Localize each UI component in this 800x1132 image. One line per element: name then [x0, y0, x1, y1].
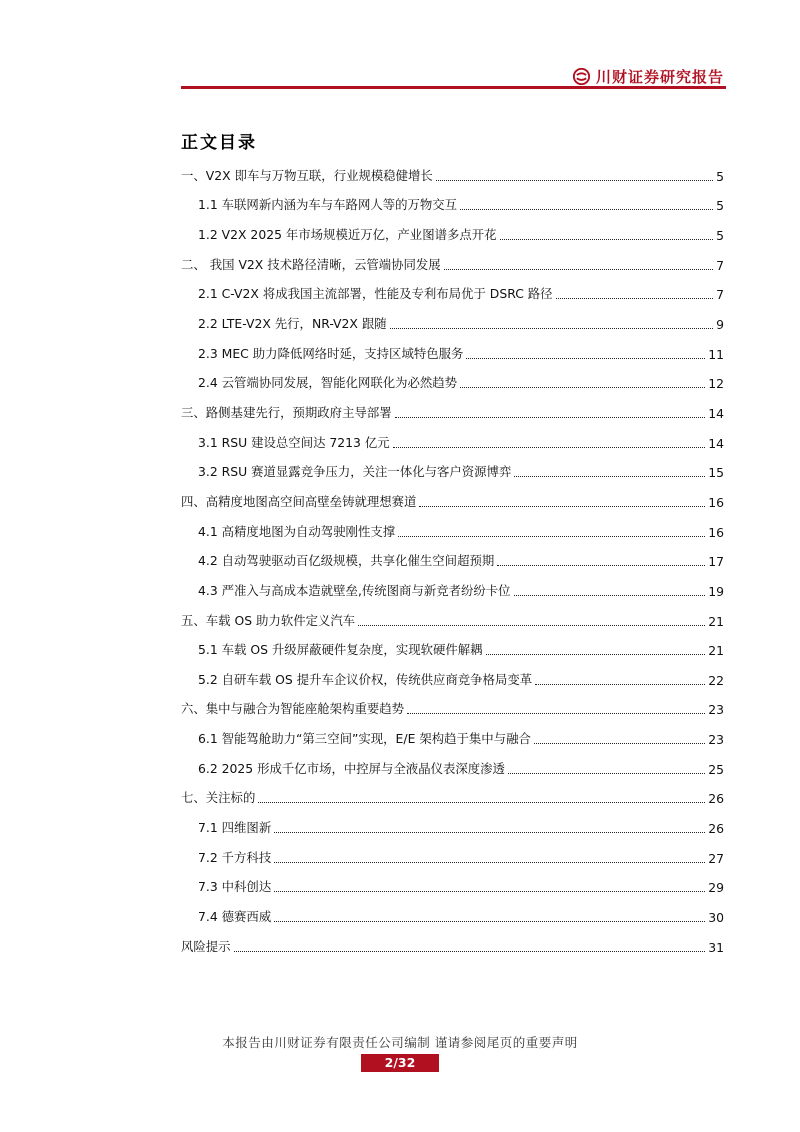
toc-entry-page: 25	[708, 761, 724, 777]
toc-entry-title: 1.1 车联网新内涵为车与车路网人等的万物交互	[198, 197, 458, 213]
toc-dot-leader	[390, 328, 713, 329]
toc-entry-page: 16	[708, 524, 724, 540]
toc-entry[interactable]	[181, 368, 724, 398]
toc-entry-title: 风险提示	[181, 938, 231, 954]
toc-entry-title: 四、高精度地图高空间高壁垒铸就理想赛道	[181, 493, 417, 509]
toc-entry-page: 14	[708, 405, 724, 421]
toc-dot-leader	[460, 387, 705, 388]
toc-dot-leader	[274, 921, 705, 922]
toc-entry-page: 9	[716, 316, 724, 332]
toc-entry-title: 一、V2X 即车与万物互联，行业规模稳健增长	[181, 167, 433, 183]
toc-dot-leader	[393, 447, 706, 448]
toc-entry[interactable]	[181, 249, 724, 279]
toc-dot-leader	[460, 209, 713, 210]
header-divider	[181, 86, 726, 89]
toc-entry-page: 26	[708, 791, 724, 807]
toc-entry-page: 31	[708, 939, 724, 955]
toc-entry[interactable]	[181, 279, 724, 309]
toc-dot-leader	[508, 773, 705, 774]
toc-entry-page: 11	[708, 346, 724, 362]
toc-entry-page: 30	[708, 910, 724, 926]
toc-entry[interactable]	[181, 219, 724, 249]
toc-dot-leader	[395, 417, 706, 418]
toc-entry[interactable]	[181, 338, 724, 368]
toc-entry-title: 三、路侧基建先行，预期政府主导部署	[181, 404, 392, 420]
toc-dot-leader	[274, 891, 705, 892]
toc-entry[interactable]	[181, 753, 724, 783]
toc-dot-leader	[500, 239, 713, 240]
toc-dot-leader	[234, 951, 706, 952]
toc-entry-page: 21	[708, 613, 724, 629]
toc-dot-leader	[398, 536, 705, 537]
toc-entry[interactable]	[181, 842, 724, 872]
toc-dot-leader	[258, 802, 705, 803]
toc-entry-title: 7.4 德赛西威	[198, 909, 272, 925]
toc-entry-page: 5	[716, 227, 724, 243]
toc-entry-page: 27	[708, 850, 724, 866]
toc-entry-title: 五、车载 OS 助力软件定义汽车	[181, 612, 356, 628]
toc-entry-title: 2.1 C-V2X 将成我国主流部署，性能及专利布局优于 DSRC 路径	[198, 286, 553, 302]
toc-entry-title: 5.2 自研车载 OS 提升车企议价权，传统供应商竞争格局变革	[198, 671, 533, 687]
toc-entry-title: 4.3 严准入与高成本造就壁垒,传统图商与新竞者纷纷卡位	[198, 582, 511, 598]
toc-dot-leader	[274, 832, 705, 833]
chuancai-logo-icon	[573, 68, 590, 85]
table-of-contents	[181, 160, 724, 961]
toc-dot-leader	[497, 565, 705, 566]
toc-dot-leader	[358, 625, 705, 626]
toc-entry-page: 7	[716, 257, 724, 273]
toc-dot-leader	[514, 476, 705, 477]
toc-entry-page: 21	[708, 643, 724, 659]
toc-entry-title: 1.2 V2X 2025 年市场规模近万亿，产业图谱多点开花	[198, 226, 497, 242]
toc-entry[interactable]	[181, 901, 724, 931]
toc-dot-leader	[514, 595, 706, 596]
toc-entry-title: 2.3 MEC 助力降低网络时延，支持区域特色服务	[198, 345, 464, 361]
toc-dot-leader	[534, 743, 705, 744]
toc-entry-page: 15	[708, 465, 724, 481]
toc-entry[interactable]	[181, 635, 724, 665]
toc-entry[interactable]	[181, 872, 724, 902]
toc-entry-page: 7	[716, 287, 724, 303]
toc-entry-page: 5	[716, 198, 724, 214]
toc-dot-leader	[535, 684, 705, 685]
toc-entry-page: 26	[708, 821, 724, 837]
toc-entry[interactable]	[181, 486, 724, 516]
toc-entry-title: 2.2 LTE-V2X 先行，NR-V2X 跟随	[198, 315, 387, 331]
toc-entry-title: 7.2 千方科技	[198, 849, 272, 865]
toc-entry-title: 4.2 自动驾驶驱动百亿级规模，共享化催生空间超预期	[198, 553, 495, 569]
toc-dot-leader	[419, 506, 705, 507]
toc-entry[interactable]	[181, 457, 724, 487]
toc-entry[interactable]	[181, 160, 724, 190]
toc-entry-page: 5	[716, 168, 724, 184]
toc-entry-title: 七、关注标的	[181, 790, 256, 806]
toc-title: 正文目录	[181, 133, 257, 153]
toc-entry-title: 6.2 2025 形成千亿市场，中控屏与全液晶仪表深度渗透	[198, 760, 505, 776]
toc-entry-page: 29	[708, 880, 724, 896]
toc-entry-page: 14	[708, 435, 724, 451]
toc-entry-page: 17	[708, 554, 724, 570]
toc-entry-title: 7.1 四维图新	[198, 820, 272, 836]
toc-dot-leader	[556, 298, 713, 299]
toc-entry[interactable]	[181, 308, 724, 338]
toc-dot-leader	[486, 654, 706, 655]
toc-entry-title: 六、集中与融合为智能座舱架构重要趋势	[181, 701, 405, 717]
toc-dot-leader	[466, 358, 705, 359]
toc-entry-title: 2.4 云管端协同发展，智能化网联化为必然趋势	[198, 375, 458, 391]
toc-entry-page: 16	[708, 494, 724, 510]
toc-entry-title: 二、 我国 V2X 技术路径清晰，云管端协同发展	[181, 256, 441, 272]
toc-entry[interactable]	[181, 516, 724, 546]
toc-entry[interactable]	[181, 605, 724, 635]
brand-name: 川财证券研究报告	[595, 68, 724, 86]
toc-entry-page: 19	[708, 583, 724, 599]
toc-entry[interactable]	[181, 190, 724, 220]
toc-entry[interactable]	[181, 931, 724, 961]
toc-entry-page: 22	[708, 672, 724, 688]
page-number-badge: 2/32	[361, 1054, 439, 1072]
toc-entry[interactable]	[181, 575, 724, 605]
toc-entry-title: 5.1 车载 OS 升级屏蔽硬件复杂度，实现软硬件解耦	[198, 642, 483, 658]
toc-entry-page: 12	[708, 376, 724, 392]
toc-entry[interactable]	[181, 694, 724, 724]
toc-entry[interactable]	[181, 812, 724, 842]
toc-entry[interactable]	[181, 783, 724, 813]
page-header	[0, 0, 800, 100]
toc-entry[interactable]	[181, 546, 724, 576]
brand-logo	[573, 66, 724, 87]
footer-disclaimer: 本报告由川财证券有限责任公司编制 谨请参阅尾页的重要声明	[222, 1035, 578, 1050]
toc-dot-leader	[274, 862, 705, 863]
toc-entry[interactable]	[181, 664, 724, 694]
toc-entry-title: 6.1 智能驾舱助力“第三空间”实现，E/E 架构趋于集中与融合	[198, 731, 531, 747]
toc-entry[interactable]	[181, 723, 724, 753]
toc-entry-title: 3.2 RSU 赛道显露竞争压力，关注一体化与客户资源博弈	[198, 464, 512, 480]
toc-entry-page: 23	[708, 732, 724, 748]
toc-entry-title: 4.1 高精度地图为自动驾驶刚性支撑	[198, 523, 396, 539]
toc-entry-page: 23	[708, 702, 724, 718]
toc-entry[interactable]	[181, 397, 724, 427]
toc-entry-title: 7.3 中科创达	[198, 879, 272, 895]
toc-entry-title: 3.1 RSU 建设总空间达 7213 亿元	[198, 434, 390, 450]
toc-dot-leader	[436, 180, 713, 181]
toc-entry[interactable]	[181, 427, 724, 457]
toc-dot-leader	[444, 269, 713, 270]
toc-dot-leader	[407, 713, 705, 714]
